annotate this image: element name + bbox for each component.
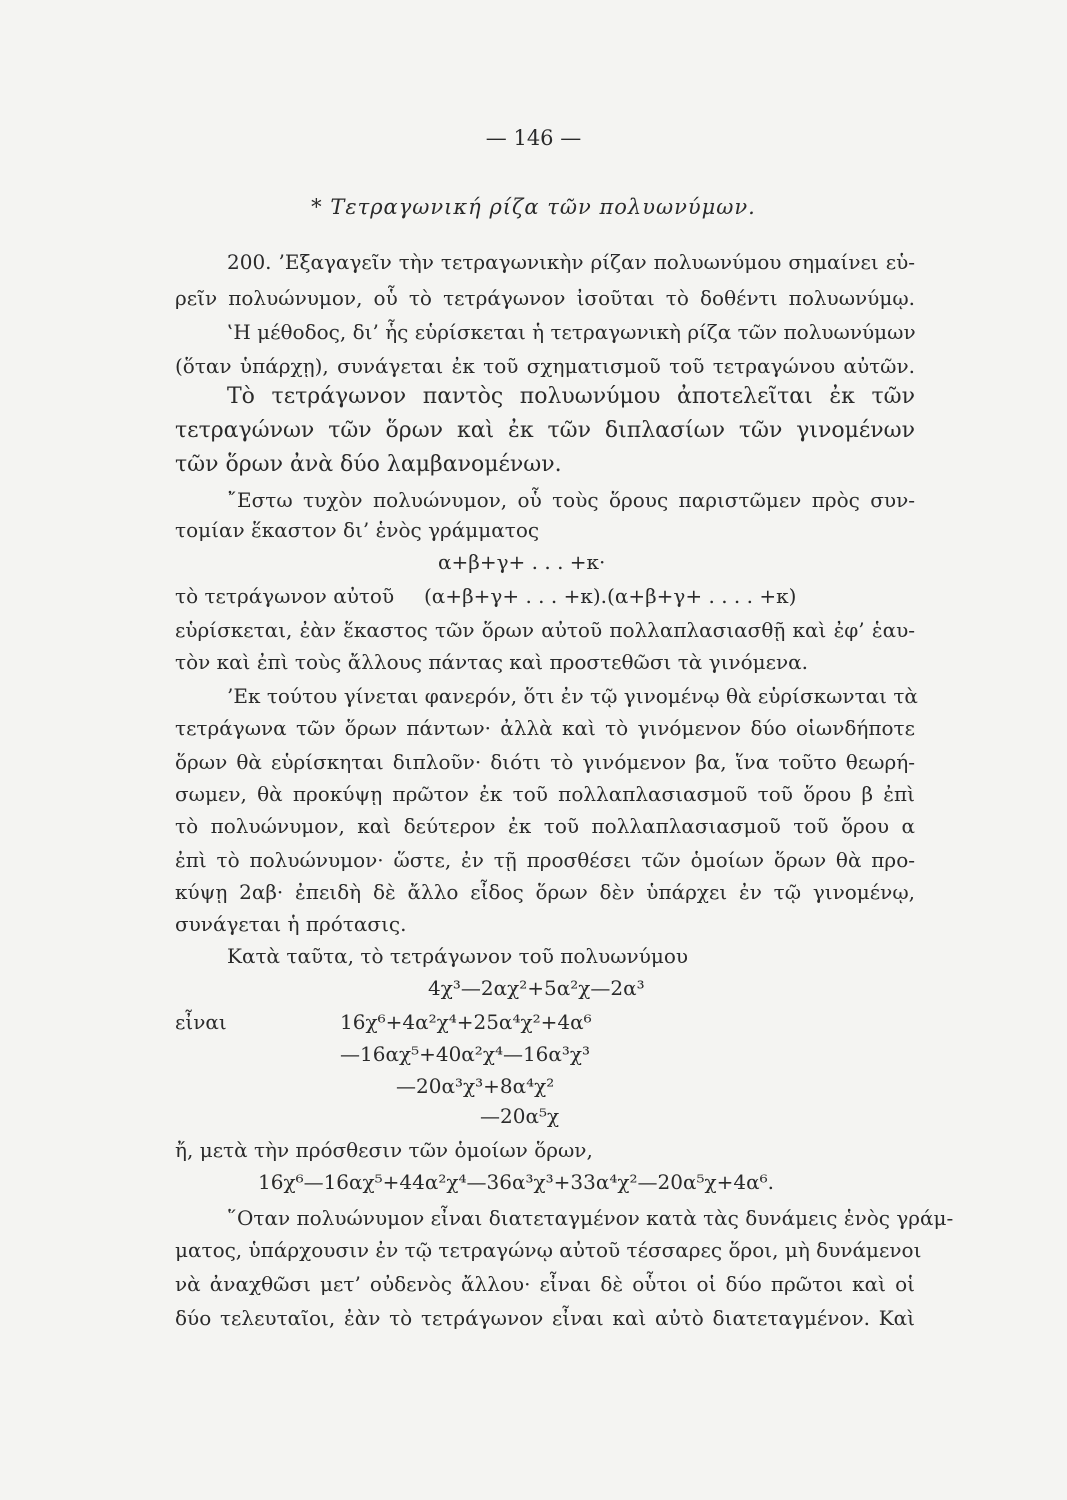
text-line: σωμεν, θὰ προκύψῃ πρῶτον ἐκ τοῦ πολλαπλασιασμοῦ τοῦ ὅρου β ἐπὶ — [175, 782, 915, 806]
expansion-line: —20α³χ³+8α⁴χ² — [396, 1074, 555, 1098]
text-line: τὸ πολυώνυμον, καὶ δεύτερον ἐκ τοῦ πολλαπλασιασμοῦ τοῦ ὅρου α — [175, 814, 915, 838]
expansion-line: 16χ⁶+4α²χ⁴+25α⁴χ²+4α⁶ — [340, 1010, 592, 1034]
theorem-line: Τὸ τετράγωνον παντὸς πολυωνύμου ἀποτελεῖται ἐκ τῶν — [227, 384, 915, 409]
section-heading: * Τετραγωνική ρίζα τῶν πολυωνύμων. — [311, 195, 756, 219]
text-line: ’Εκ τούτου γίνεται φανερόν, ὅτι ἐν τῷ γινομένῳ θὰ εὑρίσκωνται τὰ — [227, 684, 918, 708]
text-line: (ὅταν ὑπάρχῃ), συνάγεται ἐκ τοῦ σχηματισμοῦ τοῦ τετραγώνου αὐτῶν. — [175, 354, 915, 378]
text-line: τομίαν ἕκαστον δι’ ἑνὸς γράμματος — [175, 518, 540, 542]
text-line: τὸν καὶ ἐπὶ τοὺς ἄλλους πάντας καὶ προστεθῶσι τὰ γινόμενα. — [175, 650, 809, 674]
example-intro: Κατὰ ταῦτα, τὸ τετράγωνον τοῦ πολυωνύμου — [227, 944, 689, 968]
einai-label: εἶναι — [175, 1010, 227, 1034]
polynomial-formula: α+β+γ+ . . . +κ· — [438, 550, 606, 574]
text-line: ῎Εστω τυχὸν πολυώνυμον, οὗ τοὺς ὅρους παριστῶμεν πρὸς συν- — [227, 488, 915, 512]
square-formula: (α+β+γ+ . . . +κ).(α+β+γ+ . . . . +κ) — [424, 584, 797, 608]
text-line: τετράγωνα τῶν ὅρων πάντων· ἀλλὰ καὶ τὸ γινόμενον δύο οἱωνδήποτε — [175, 716, 915, 740]
text-line: ρεῖν πολυώνυμον, οὗ τὸ τετράγωνον ἰσοῦται τὸ δοθέντι πολυωνύμῳ. — [175, 286, 915, 310]
text-line: ματος, ὑπάρχουσιν ἐν τῷ τετραγώνῳ αὐτοῦ τέσσαρες ὅροι, μὴ δυνάμενοι — [175, 1238, 922, 1262]
text-line: ὅρων θὰ εὑρίσκηται διπλοῦν· διότι τὸ γινόμενον βα, ἵνα τοῦτο θεωρή- — [175, 750, 915, 774]
text-line: ‛Η μέθοδος, δι’ ἧς εὑρίσκεται ἡ τετραγωνικὴ ρίζα τῶν πολυωνύμων — [227, 320, 916, 344]
text-line: συνάγεται ἡ πρότασις. — [175, 912, 407, 936]
text-line: ῞Οταν πολυώνυμον εἶναι διατεταγμένον κατὰ τὰς δυνάμεις ἑνὸς γράμ- — [227, 1206, 954, 1230]
text-line: κύψῃ 2αβ· ἐπειδὴ δὲ ἄλλο εἶδος ὅρων δὲν ὑπάρχει ἐν τῷ γινομένῳ, — [175, 880, 915, 904]
example-polynomial: 4χ³—2αχ²+5α²χ—2α³ — [428, 976, 645, 1000]
expansion-line: —16αχ⁵+40α²χ⁴—16α³χ³ — [340, 1042, 591, 1066]
text-line: δύο τελευταῖοι, ἐὰν τὸ τετράγωνον εἶναι καὶ αὐτὸ διατεταγμένον. Καὶ — [175, 1306, 915, 1330]
text-line: ἐπὶ τὸ πολυώνυμον· ὥστε, ἐν τῇ προσθέσει τῶν ὁμοίων ὅρων θὰ προ- — [175, 848, 915, 872]
after-addition-text: ἤ, μετὰ τὴν πρόσθεσιν τῶν ὁμοίων ὅρων, — [175, 1138, 593, 1162]
text-line: 200. ’Εξαγαγεῖν τὴν τετραγωνικὴν ρίζαν πολυωνύμου σημαίνει εὑ- — [227, 250, 915, 274]
expansion-line: —20α⁵χ — [480, 1104, 560, 1128]
page-number: — 146 — — [485, 126, 582, 150]
theorem-line: τῶν ὅρων ἀνὰ δύο λαμβανομένων. — [175, 452, 562, 477]
result-formula: 16χ⁶—16αχ⁵+44α²χ⁴—36α³χ³+33α⁴χ²—20α⁵χ+4α⁶. — [258, 1170, 774, 1194]
square-label: τὸ τετράγωνον αὐτοῦ — [175, 584, 395, 608]
theorem-line: τετραγώνων τῶν ὅρων καὶ ἐκ τῶν διπλασίων τῶν γινομένων — [175, 418, 915, 443]
text-line: νὰ ἀναχθῶσι μετ’ οὐδενὸς ἄλλου· εἶναι δὲ οὗτοι οἱ δύο πρῶτοι καὶ οἱ — [175, 1272, 915, 1296]
text-line: εὑρίσκεται, ἐὰν ἕκαστος τῶν ὅρων αὐτοῦ πολλαπλασιασθῇ καὶ ἐφ’ ἑαυ- — [175, 618, 915, 642]
